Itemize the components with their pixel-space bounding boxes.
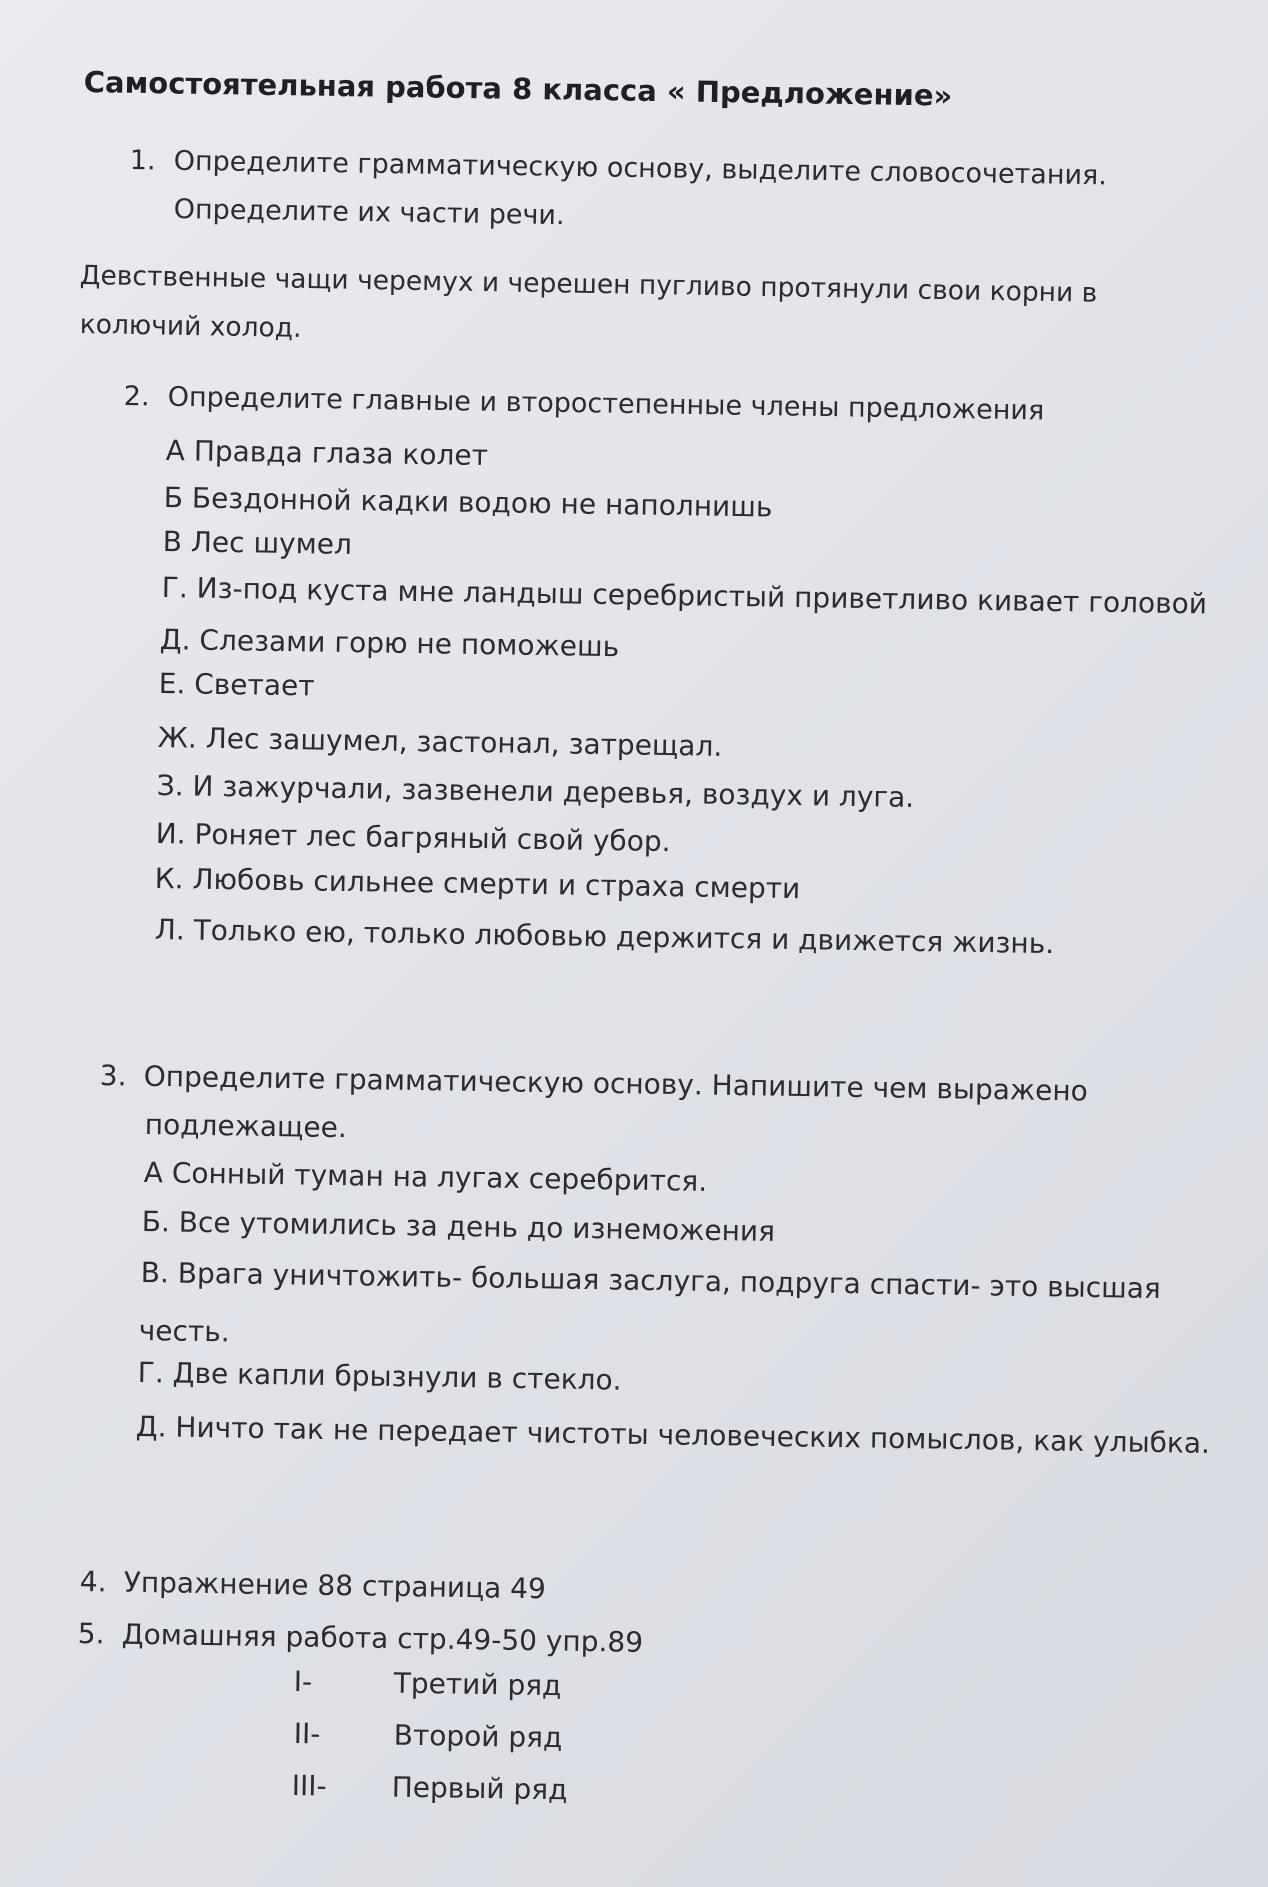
task2-instruction bbox=[123, 381, 1045, 427]
task2-instruction-text: Определите главные и второстепенные члены предложения bbox=[167, 381, 1045, 427]
task3-item-continuation: честь. bbox=[138, 1314, 230, 1349]
task2-item: А Правда глаза колет bbox=[165, 434, 489, 473]
task1-sentence-line1: Девственные чащи черемух и черешен пугливо протянули свои корни в bbox=[79, 260, 1098, 309]
task2-item: В Лес шумел bbox=[162, 525, 353, 561]
row-label: Второй ряд bbox=[393, 1718, 563, 1755]
task4-text: Упражнение 88 страница 49 bbox=[123, 1565, 547, 1606]
task2-item: Е. Светает bbox=[158, 667, 315, 703]
task2-item: Д. Слезами горю не поможешь bbox=[159, 623, 620, 664]
row-roman-numeral: III- bbox=[291, 1769, 327, 1803]
task3-item: Д. Ничто так не передает чистоты человеческих помыслов, как улыбка. bbox=[135, 1410, 1211, 1460]
task5-number: 5. bbox=[77, 1617, 105, 1651]
task1-instruction-line2: Определите их части речи. bbox=[173, 194, 565, 232]
task4-number: 4. bbox=[79, 1565, 107, 1599]
task2-item: И. Роняет лес багряный свой убор. bbox=[155, 817, 671, 859]
task4 bbox=[79, 1565, 547, 1606]
task3-instruction-line1 bbox=[99, 1059, 1089, 1108]
task5-row-assignment bbox=[293, 1665, 562, 1703]
task3-item: Б. Все утомились за день до изнеможения bbox=[141, 1205, 776, 1248]
task3-item: А Сонный туман на лугах серебрится. bbox=[143, 1156, 708, 1198]
task1-line1-text: Определите грамматическую основу, выделите словосочетания. bbox=[173, 145, 1108, 192]
task1-number: 1. bbox=[129, 145, 156, 177]
task3-item: Г. Две капли брызнули в стекло. bbox=[137, 1356, 622, 1397]
task3-number: 3. bbox=[99, 1059, 127, 1093]
task3-item: В. Врага уничтожить- большая заслуга, подруга спасти- это высшая bbox=[140, 1256, 1162, 1306]
task5-text: Домашняя работа стр.49-50 упр.89 bbox=[121, 1617, 644, 1659]
task2-item: Г. Из-под куста мне ландыш серебристый приветливо кивает головой bbox=[161, 571, 1208, 621]
task1-instruction-line1 bbox=[129, 145, 1108, 192]
task2-item: К. Любовь сильнее смерти и страха смерти bbox=[154, 862, 801, 906]
task5 bbox=[77, 1617, 644, 1659]
row-roman-numeral: II- bbox=[293, 1717, 321, 1751]
task3-instruction-line2: подлежащее. bbox=[144, 1108, 348, 1145]
task2-item: Б Бездонной кадки водою не наполнишь bbox=[163, 481, 773, 524]
task2-item: З. И зажурчали, зазвенели деревья, воздух и луга. bbox=[156, 769, 915, 814]
task2-item: Ж. Лес зашумел, застонал, затрещал. bbox=[157, 721, 723, 763]
task2-item: Л. Только ею, только любовью держится и движется жизнь. bbox=[154, 913, 1055, 961]
row-roman-numeral: I- bbox=[293, 1665, 313, 1699]
task5-row-assignment bbox=[293, 1717, 563, 1755]
row-label: Первый ряд bbox=[391, 1770, 568, 1807]
page-title: Самостоятельная работа 8 класса « Предложение» bbox=[83, 65, 953, 113]
task5-row-assignment bbox=[291, 1769, 568, 1807]
row-label: Третий ряд bbox=[393, 1666, 562, 1703]
task3-instruction-text: Определите грамматическую основу. Напишите чем выражено bbox=[143, 1059, 1089, 1108]
task1-sentence-line2: колючий холод. bbox=[79, 309, 302, 344]
task2-number: 2. bbox=[123, 381, 150, 413]
